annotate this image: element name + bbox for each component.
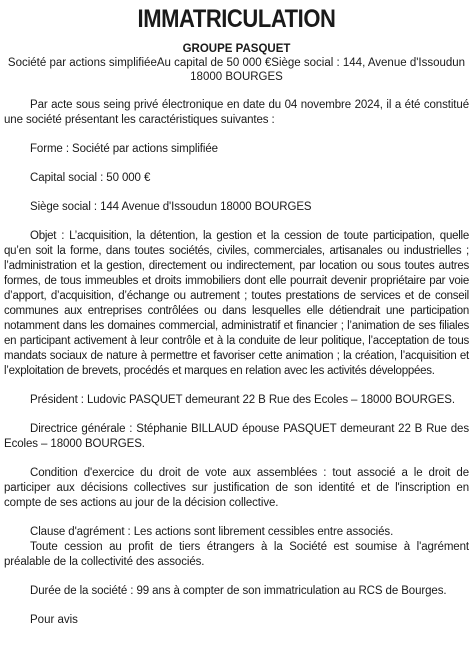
company-info [4,56,469,84]
intro-paragraph: Par acte sous seing privé électronique en date du 04 novembre 2024, il a été constitué une société présentant les caractéristiques suivantes : [4,99,469,126]
president-paragraph: Président : Ludovic PASQUET demeurant 22 B Rue des Ecoles – 18000 BOURGES. [30,394,455,406]
forme-paragraph: Forme : Société par actions simplifiée [30,143,218,155]
siege-paragraph: Siège social : 144 Avenue d'Issoudun 18000 BOURGES [30,201,312,213]
signoff: Pour avis [30,614,78,626]
objet-paragraph: Objet : L’acquisition, la détention, la gestion et la cession de toute participation, quelle qu’en soit la forme, dans toutes sociétés, civiles, commerciales, artisanales ou industrielles ; l’administration et la gestion, directement ou indirectement, par location ou sous toutes autres formes, de tous immeubles et droits immobiliers dont elle pourrait devenir propriétaire par voie d’apport, d’acquisition, d’échange ou autrement ; toutes prestations de services et de conseil communes aux entreprises contrôlées ou dans lesquelles elle détiendrait une participation notamment dans les domaines commercial, administratif et financier ; l’animation de ses filiales en participant activement à leur contrôle et à la conduite de leur politique, l’acceptation de tous mandats sociaux de nature à permettre et favoriser cette animation ; la création, l’acquisition et l’exploitation de brevets, procédés et marques en relation avec les activités développées. [4,230,469,377]
company-info-line: Société par actions simplifiéeAu capital de 50 000 €Siège social : 144, Avenue d'Issoudun [7,57,466,69]
notice-headline: IMMATRICULATION [137,5,336,33]
duree-paragraph: Durée de la société : 99 ans à compter de son immatriculation au RCS de Bourges. [30,585,447,597]
agrement-paragraph: Clause d'agrément : Les actions sont librement cessibles entre associés. [30,526,394,538]
vote-paragraph: Condition d'exercice du droit de vote aux assemblées : tout associé a le droit de participer aux décisions collectives sur justification de son identité et de l'inscription en compte de ses actions au jour de la décision collective. [4,467,469,509]
cession-paragraph: Toute cession au profit de tiers étrangers à la Société est soumise à l'agrément préalable de la collectivité des associés. [4,541,469,568]
company-info-city: 18000 BOURGES [190,71,283,83]
company-name: GROUPE PASQUET [182,43,291,55]
capital-paragraph: Capital social : 50 000 € [30,172,151,184]
directrice-paragraph: Directrice générale : Stéphanie BILLAUD épouse PASQUET demeurant 22 B Rue des Ecoles – 18000 BOURGES. [4,423,469,450]
